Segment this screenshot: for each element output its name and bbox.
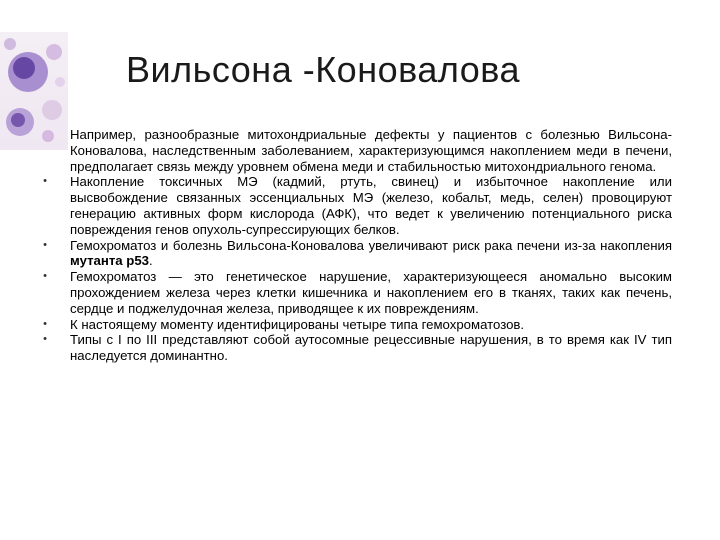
- list-item: [40, 174, 672, 237]
- item-text: [70, 238, 672, 270]
- bullet: •: [43, 270, 47, 283]
- item-text-bold: мутанта p53: [70, 253, 150, 269]
- item-text: К настоящему моменту идентифицированы четыре типа гемохроматозов.: [70, 316, 525, 332]
- item-text-part: Гемохроматоз и болезнь Вильсона-Коновалова увеличивают риск рака печени из-за накопления: [70, 237, 672, 253]
- bullet: •: [43, 238, 47, 251]
- bullet: •: [43, 317, 47, 330]
- item-text: Типы с I по III представляют собой аутосомные рецессивные нарушения, в то время как IV тип наследуется доминантно.: [70, 332, 672, 364]
- list-item: [40, 317, 672, 333]
- list-item: [40, 332, 672, 364]
- item-text: Накопление токсичных МЭ (кадмий, ртуть, свинец) и избыточное накопление или высвобождение связанных эссенциальных МЭ (железо, кобальт, медь, селен) провоцируют генерацию активных форм кислорода (АФК), что ведет к увеличению потенциального риска повреждения генов опухоль-супрессирующих белков.: [70, 174, 672, 237]
- list-item: [40, 269, 672, 316]
- list-item: [40, 238, 672, 270]
- item-text: Например, разнообразные митохондриальные дефекты у пациентов с болезнью Вильсона-Коновалова, наследственным заболеванием, характеризующимся накоплением меди в печени, предполагает связь между уровнем обмена меди и стабильностью митохондриального генома.: [70, 127, 672, 174]
- bullet: •: [43, 333, 47, 346]
- slide-title: Вильсона -Коновалова: [126, 49, 521, 90]
- list-item: [40, 127, 672, 174]
- item-text-part: .: [149, 253, 153, 269]
- bullet-list: [40, 127, 672, 364]
- bullet: •: [43, 175, 47, 188]
- item-text: Гемохроматоз — это генетическое нарушение, характеризующееся аномально высоким прохождением железа через клетки кишечника и накоплением его в тканях, таких как печень, сердце и поджелудочная железа, приводящее к их повреждениям.: [70, 269, 672, 316]
